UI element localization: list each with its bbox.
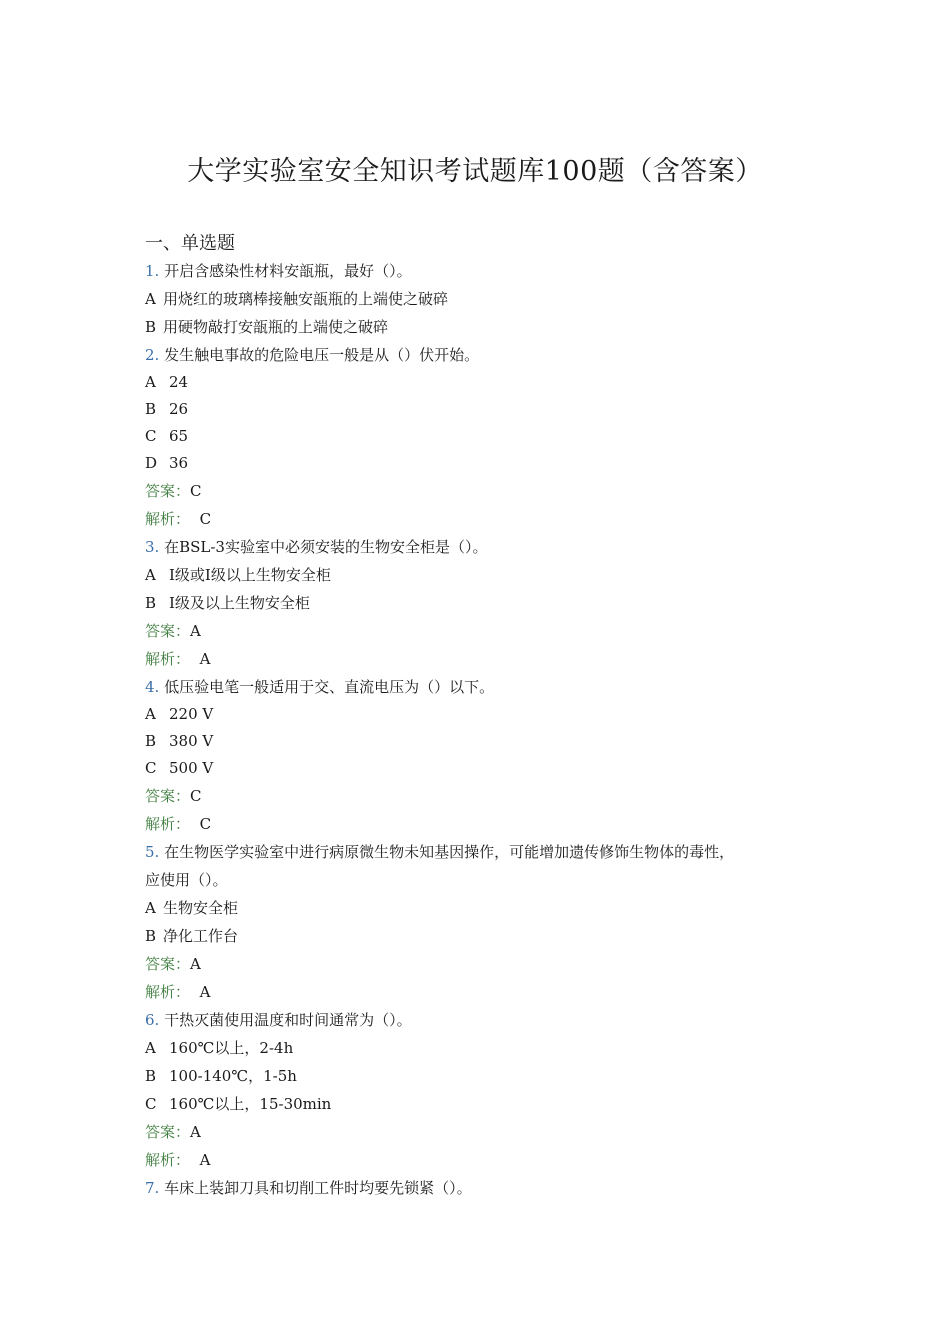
option-letter: C: [145, 759, 157, 777]
question-number: 4.: [145, 678, 160, 696]
question-text-line-1: 在生物医学实验室中进行病原微生物未知基因操作，可能增加遗传修饰生物体的毒性，: [164, 843, 735, 861]
option-a: [145, 285, 825, 313]
answer-label: 答案：: [145, 482, 191, 500]
question-text: 干热灭菌使用温度和时间通常为（）。: [164, 1011, 412, 1029]
analysis-line: [145, 978, 825, 1006]
option-c: [145, 423, 825, 450]
analysis-line: [145, 1146, 825, 1174]
question-number: 6.: [145, 1011, 160, 1029]
analysis-label: 解析：: [145, 815, 191, 833]
question-number: 2.: [145, 346, 160, 364]
option-letter: D: [145, 454, 158, 472]
option-a: [145, 701, 825, 728]
option-a: [145, 369, 825, 396]
option-letter: B: [145, 927, 157, 945]
option-letter: B: [145, 732, 157, 750]
option-text: 36: [169, 454, 189, 472]
option-text: 65: [169, 427, 189, 445]
option-a: [145, 894, 825, 922]
answer-line: [145, 617, 825, 645]
analysis-value: A: [199, 650, 211, 668]
option-text: 500 V: [169, 759, 214, 777]
question-text: 在BSL-3实验室中必须安装的生物安全柜是（）。: [164, 538, 488, 556]
answer-label: 答案：: [145, 1123, 191, 1141]
question-list: [145, 229, 825, 1202]
option-b: [145, 313, 825, 341]
option-text: 生物安全柜: [163, 899, 239, 917]
option-letter: A: [145, 373, 156, 391]
option-letter: A: [145, 899, 156, 917]
answer-label: 答案：: [145, 622, 191, 640]
option-text: 26: [169, 400, 189, 418]
option-letter: B: [145, 318, 157, 336]
option-a: [145, 561, 825, 589]
answer-value: C: [190, 787, 202, 805]
option-text: Ⅰ级及以上生物安全柜: [169, 594, 310, 612]
option-letter: A: [145, 1039, 156, 1057]
option-d: [145, 450, 825, 477]
option-letter: A: [145, 290, 156, 308]
option-a: [145, 1034, 825, 1062]
option-b: [145, 1062, 825, 1090]
option-letter: B: [145, 1067, 157, 1085]
option-b: [145, 589, 825, 617]
option-letter: C: [145, 427, 157, 445]
question-1: [145, 257, 825, 285]
option-text: Ⅰ级或Ⅰ级以上生物安全柜: [169, 566, 331, 584]
option-text: 净化工作台: [163, 927, 239, 945]
option-c: [145, 755, 825, 782]
option-text: 380 V: [169, 732, 214, 750]
analysis-label: 解析：: [145, 983, 191, 1001]
question-5: [145, 838, 825, 866]
option-text: 用硬物敲打安瓿瓶的上端使之破碎: [163, 318, 389, 336]
option-c: [145, 1090, 825, 1118]
answer-line: [145, 782, 825, 810]
option-b: [145, 728, 825, 755]
option-text: 220 V: [169, 705, 214, 723]
option-b: [145, 396, 825, 423]
analysis-label: 解析：: [145, 510, 191, 528]
option-text: 100-140℃，1-5h: [169, 1067, 297, 1085]
section-heading: 一、单选题: [145, 233, 235, 254]
option-letter: A: [145, 566, 156, 584]
analysis-value: A: [199, 983, 211, 1001]
answer-value: C: [190, 482, 202, 500]
option-text: 160℃以上，15-30min: [169, 1095, 332, 1113]
question-number: 1.: [145, 262, 160, 280]
analysis-value: C: [199, 510, 212, 528]
analysis-line: [145, 505, 825, 533]
answer-line: [145, 950, 825, 978]
option-letter: A: [145, 705, 156, 723]
answer-value: A: [190, 622, 201, 640]
analysis-label: 解析：: [145, 1151, 191, 1169]
analysis-line: [145, 645, 825, 673]
analysis-label: 解析：: [145, 650, 191, 668]
question-7: [145, 1174, 825, 1202]
question-text-line-2: 应使用（）。: [145, 871, 228, 889]
question-text: 开启含感染性材料安瓿瓶，最好（）。: [164, 262, 412, 280]
answer-value: A: [190, 1123, 201, 1141]
option-letter: B: [145, 400, 157, 418]
question-number: 5.: [145, 843, 160, 861]
question-number: 7.: [145, 1179, 160, 1197]
option-text: 24: [169, 373, 189, 391]
question-3: [145, 533, 825, 561]
question-6: [145, 1006, 825, 1034]
document-title: 大学实验室安全知识考试题库100题（含答案）: [187, 156, 763, 187]
analysis-line: [145, 810, 825, 838]
answer-line: [145, 477, 825, 505]
option-b: [145, 922, 825, 950]
analysis-value: A: [199, 1151, 211, 1169]
question-2: [145, 341, 825, 369]
option-text: 160℃以上，2-4h: [169, 1039, 294, 1057]
question-text: 车床上装卸刀具和切削工件时均要先锁紧（）。: [164, 1179, 472, 1197]
answer-value: A: [190, 955, 201, 973]
answer-label: 答案：: [145, 787, 191, 805]
answer-line: [145, 1118, 825, 1146]
option-letter: B: [145, 594, 157, 612]
question-number: 3.: [145, 538, 160, 556]
question-5-continued: [145, 866, 825, 894]
option-letter: C: [145, 1095, 157, 1113]
question-text: 发生触电事故的危险电压一般是从（）伏开始。: [164, 346, 480, 364]
question-text: 低压验电笔一般适用于交、直流电压为（）以下。: [164, 678, 495, 696]
question-4: [145, 673, 825, 701]
analysis-value: C: [199, 815, 212, 833]
option-text: 用烧红的玻璃棒接触安瓿瓶的上端使之破碎: [163, 290, 449, 308]
answer-label: 答案：: [145, 955, 191, 973]
